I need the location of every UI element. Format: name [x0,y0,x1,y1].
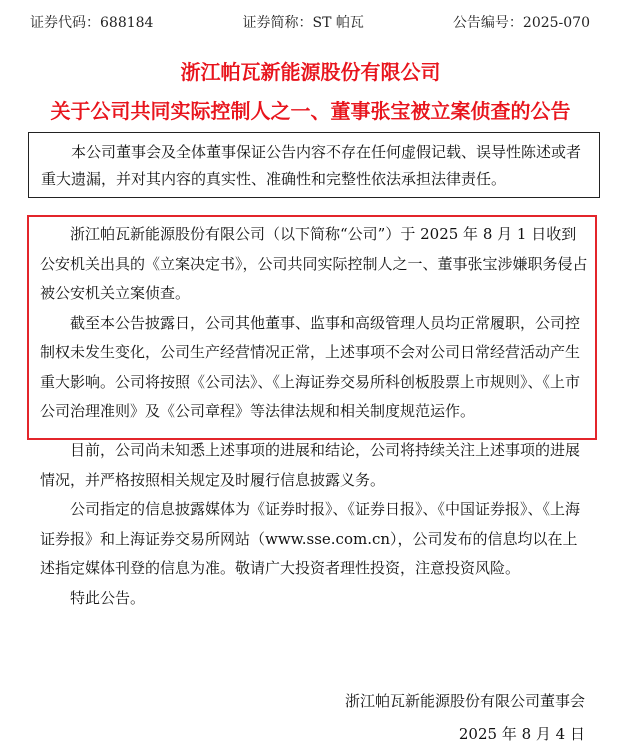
highlighted-body [40,220,588,427]
paragraph-5: 特此公告。 [70,588,146,607]
notice-number: 公告编号：2025-070 [452,15,590,31]
body-continued [40,436,588,613]
paragraph-4: 公司指定的信息披露媒体为《证券时报》、《证券日报》、《中国证券报》、《上海证券报》和上海证券交易所网站（www.sse.com.cn），公司发布的信息均以在上述指定媒体刊登的信息为准。敬请广大投资者理性投资，注意投资风险。 [40,500,581,577]
disclaimer-box [28,132,600,198]
security-short-name: 证券简称：ST 帕瓦 [242,15,364,31]
security-code: 证券代码：688184 [30,15,154,31]
signature-board: 浙江帕瓦新能源股份有限公司董事会 [344,692,585,710]
document-header [30,12,590,32]
paragraph-2: 截至本公告披露日，公司其他董事、监事和高级管理人员均正常履职，公司控制权未发生变化，公司生产经营情况正常，上述事项不会对公司日常经营活动产生重大影响。公司将按照《公司法》、《上海证券交易所科创板股票上市规则》、《上市公司治理准则》及《公司章程》等法律法规和相关制度规范运作。 [40,313,581,420]
paragraph-1: 浙江帕瓦新能源股份有限公司（以下简称“公司”）于 2025 年 8 月 1 日收到公安机关出具的《立案决定书》，公司共同实际控制人之一、董事张宝涉嫌职务侵占被公安机关立案侦查。 [40,225,588,302]
disclaimer-text: 本公司董事会及全体董事保证公告内容不存在任何虚假记载、误导性陈述或者重大遗漏，并对其内容的真实性、准确性和完整性依法承担法律责任。 [41,143,582,188]
signature-date: 2025 年 8 月 4 日 [458,725,585,743]
paragraph-3: 目前，公司尚未知悉上述事项的进展和结论，公司将持续关注上述事项的进展情况，并严格按照相关规定及时履行信息披露义务。 [40,441,581,489]
company-title: 浙江帕瓦新能源股份有限公司 [180,60,441,84]
notice-title: 关于公司共同实际控制人之一、董事张宝被立案侦查的公告 [50,99,571,123]
